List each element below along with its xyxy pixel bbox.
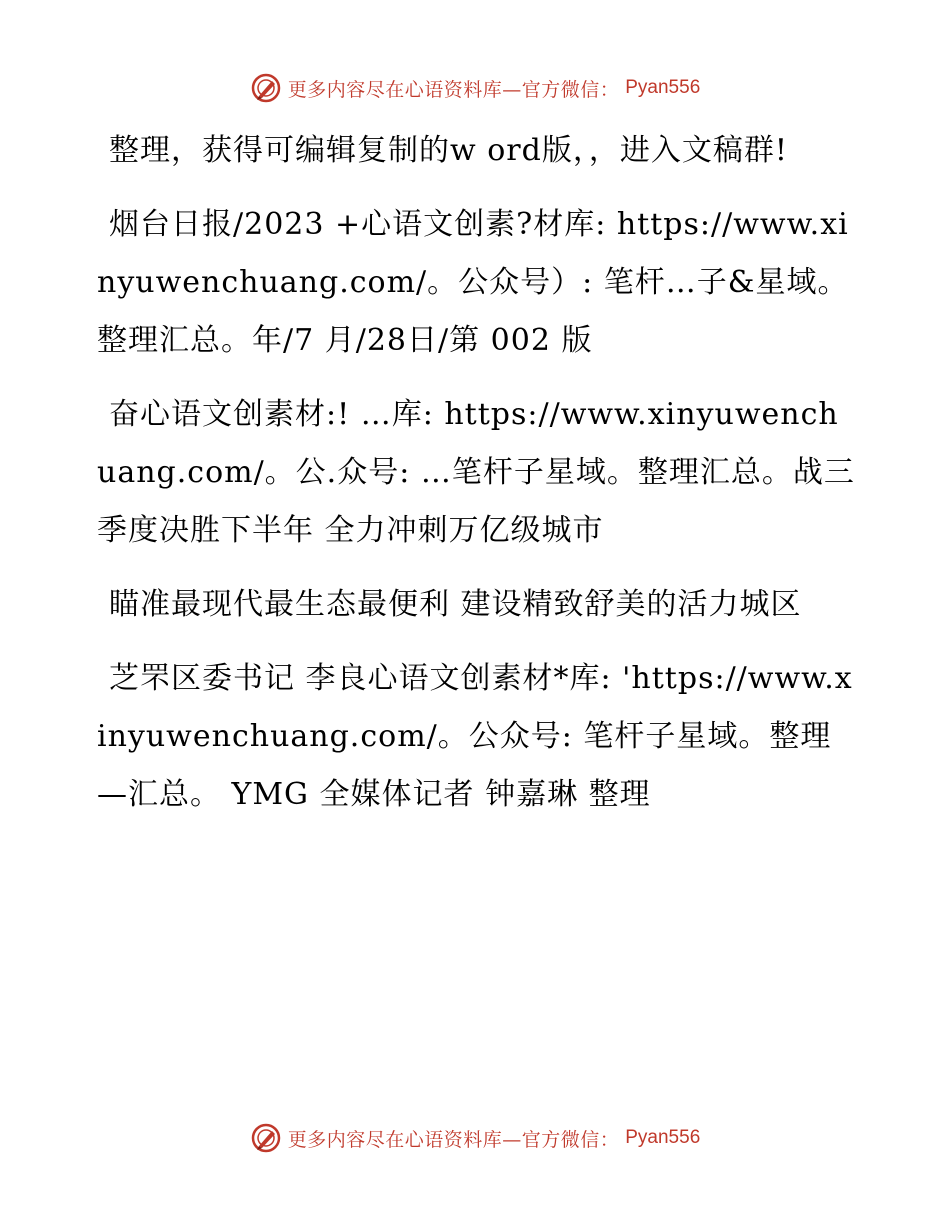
footer-banner bbox=[0, 1122, 950, 1154]
document-body bbox=[97, 122, 857, 840]
footer-banner-id: Pyan556 bbox=[625, 1127, 701, 1148]
pen-logo-icon bbox=[250, 1122, 282, 1154]
header-banner bbox=[0, 72, 950, 104]
paragraph: 整理，获得可编辑复制的w ord版，，进入文稿群! bbox=[109, 133, 788, 168]
paragraph: 瞄准最现代最生态最便利 建设精致舒美的活力城区 bbox=[109, 587, 802, 622]
pen-logo-icon bbox=[250, 72, 282, 104]
paragraph: 烟台日报/2023 +心语文创素?材库: https://www.xinyuwenchuang.com/。公众号）: 笔杆…子&星域。整理汇总。年/7 月/28日/第 002 版 bbox=[97, 207, 849, 358]
paragraph: 奋心语文创素材:! …库: https://www.xinyuwenchuang.com/。公.众号: …笔杆子星域。整理汇总。战三季度决胜下半年 全力冲刺万亿级城市 bbox=[97, 397, 855, 548]
footer-banner-text: 更多内容尽在心语资料库—官方微信： bbox=[287, 1128, 620, 1151]
paragraph: 芝罘区委书记 李良心语文创素材*库: 'https://www.xinyuwenchuang.com/。公众号: 笔杆子星域。整理—汇总。 YMG 全媒体记者 钟嘉琳 整理 bbox=[97, 661, 853, 812]
header-banner-text: 更多内容尽在心语资料库—官方微信： bbox=[287, 78, 620, 101]
header-banner-id: Pyan556 bbox=[625, 77, 701, 98]
